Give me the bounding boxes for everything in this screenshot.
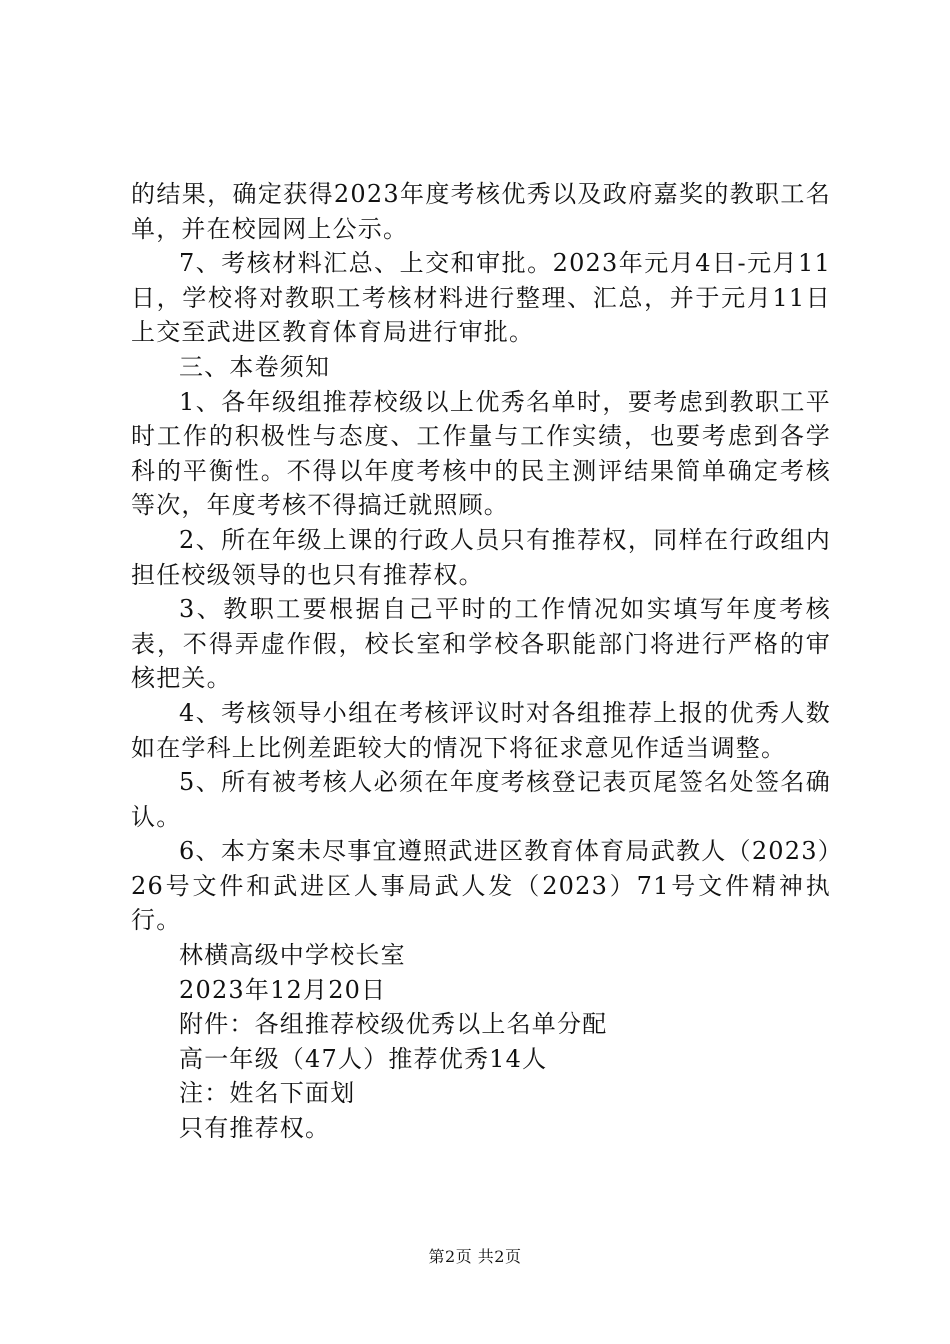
signature-date: 2023年12月20日: [179, 975, 387, 1004]
paragraph-note-3: 3、教职工要根据自己平时的工作情况如实填写年度考核表，不得弄虚作假，校长室和学校各职能部门将进行严格的审核把关。: [131, 595, 831, 693]
paragraph-note-6: 6、本方案未尽事宜遵照武进区教育体育局武教人（2023）26号文件和武进区人事局武人发（2023）71号文件精神执行。: [131, 837, 831, 935]
attachment-note-continuation: 只有推荐权。: [179, 1114, 331, 1143]
paragraph-continuation: 的结果，确定获得2023年度考核优秀以及政府嘉奖的教职工名单，并在校园网上公示。: [131, 180, 831, 243]
paragraph-note-5: 5、所有被考核人必须在年度考核登记表页尾签名处签名确认。: [131, 768, 831, 831]
signature-school-office: 林横高级中学校长室: [179, 941, 406, 970]
paragraph-note-2: 2、所在年级上课的行政人员只有推荐权，同样在行政组内担任校级领导的也只有推荐权。: [131, 525, 831, 589]
paragraph-note-1: 1、各年级组推荐校级以上优秀名单时，要考虑到教职工平时工作的积极性与态度、工作量与工作实绩，也要考虑到各学科的平衡性。不得以年度考核中的民主测评结果简单确定考核等次，年度考核不得搞迁就照顾。: [131, 387, 831, 520]
attachment-grade-one: 高一年级（47人）推荐优秀14人: [179, 1044, 548, 1073]
section-heading-notes: 三、本卷须知: [179, 352, 331, 381]
attachment-note: 注：姓名下面划: [179, 1079, 356, 1108]
paragraph-note-4: 4、考核领导小组在考核评议时对各组推荐上报的优秀人数如在学科上比例差距较大的情况下将征求意见作适当调整。: [131, 698, 831, 762]
attachment-title: 附件：各组推荐校级优秀以上名单分配: [179, 1010, 608, 1039]
document-body: [131, 177, 831, 1146]
paragraph-item-7: 7、考核材料汇总、上交和审批。2023年元月4日-元月11日，学校将对教职工考核材料进行整理、汇总，并于元月11日上交至武进区教育体育局进行审批。: [131, 249, 831, 347]
page-footer: 第2页 共2页: [428, 1247, 522, 1266]
